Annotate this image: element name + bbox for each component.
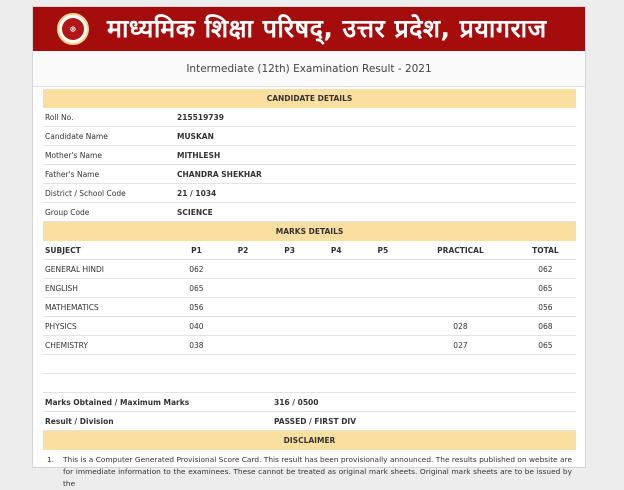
marks-row (43, 298, 576, 317)
candidate-row (43, 146, 576, 165)
result-card (32, 6, 586, 488)
candidate-value: CHANDRA SHEKHAR (177, 169, 262, 179)
spacer-row (43, 374, 576, 393)
marks-cell-total: 065 (538, 283, 553, 293)
candidate-value: SCIENCE (177, 207, 213, 217)
candidate-value: 215519739 (177, 112, 224, 122)
candidate-row (43, 127, 576, 146)
marks-cell-subject: PHYSICS (45, 321, 77, 331)
candidate-details-heading: CANDIDATE DETAILS (43, 89, 576, 108)
spacer-row (43, 355, 576, 374)
result-division-row (43, 412, 576, 431)
marks-cell-p1: 040 (189, 321, 204, 331)
marks-cell-total: 056 (538, 302, 553, 312)
marks-details-heading: MARKS DETAILS (43, 222, 576, 241)
candidate-value: MUSKAN (177, 131, 214, 141)
up-emblem-icon: ☸ (57, 13, 89, 45)
marks-cell-subject: GENERAL HINDI (45, 264, 104, 274)
candidate-label: Roll No. (45, 112, 74, 122)
col-p2: P2 (237, 245, 249, 255)
disclaimer-heading: DISCLAIMER (43, 431, 576, 450)
result-division-value: PASSED / FIRST DIV (274, 416, 357, 426)
col-subject: SUBJECT (45, 245, 81, 255)
marks-cell-p1: 056 (189, 302, 204, 312)
marks-obtained-value: 316 / 0500 (274, 397, 319, 407)
candidate-label: Candidate Name (45, 131, 108, 141)
col-p4: P4 (330, 245, 342, 255)
candidate-details-table (43, 108, 576, 222)
marks-row (43, 279, 576, 298)
marks-cell-subject: CHEMISTRY (45, 340, 88, 350)
marks-cell-total: 062 (538, 264, 553, 274)
marks-row (43, 317, 576, 336)
col-practical: PRACTICAL (437, 245, 484, 255)
col-p3: P3 (284, 245, 295, 255)
marks-cell-p1: 062 (189, 264, 204, 274)
disclaimer-number: 1. (47, 455, 55, 464)
candidate-row (43, 184, 576, 203)
header-banner (33, 7, 585, 51)
exam-title: Intermediate (12th) Examination Result - 2021 (33, 51, 585, 87)
marks-cell-practical: 028 (453, 321, 468, 331)
marks-header-row (43, 241, 576, 260)
marks-table (43, 260, 576, 355)
candidate-value: MITHLESH (177, 150, 221, 160)
col-p1: P1 (191, 245, 202, 255)
candidate-label: District / School Code (45, 188, 126, 198)
candidate-row (43, 108, 576, 127)
candidate-value: 21 / 1034 (177, 188, 217, 198)
marks-obtained-label: Marks Obtained / Maximum Marks (45, 397, 190, 407)
marks-cell-p1: 065 (189, 283, 204, 293)
marks-cell-p1: 038 (189, 340, 204, 350)
candidate-label: Father's Name (45, 169, 100, 179)
marks-row (43, 260, 576, 279)
marks-cell-subject: MATHEMATICS (45, 302, 99, 312)
result-content (43, 89, 576, 490)
col-total: TOTAL (532, 245, 559, 255)
candidate-row (43, 165, 576, 184)
marks-cell-practical: 027 (453, 340, 468, 350)
marks-obtained-row (43, 393, 576, 412)
marks-cell-total: 065 (538, 340, 553, 350)
candidate-row (43, 203, 576, 222)
col-p5: P5 (377, 245, 389, 255)
marks-cell-subject: ENGLISH (45, 283, 78, 293)
marks-row (43, 336, 576, 355)
org-title: माध्यमिक शिक्षा परिषद्, उत्तर प्रदेश, प्रयागराज (107, 14, 547, 43)
candidate-label: Group Code (45, 207, 90, 217)
result-division-label: Result / Division (45, 416, 114, 426)
candidate-label: Mother's Name (45, 150, 102, 160)
disclaimer-text: This is a Computer Generated Provisional Score Card. This result has been provisionally announced. The results published on website are for immediate information to the examinees. These cannot be treated as original mark sheets. Original mark sheets are to be issued by the (63, 455, 572, 488)
marks-cell-total: 068 (538, 321, 553, 331)
disclaimer-item (43, 450, 576, 490)
